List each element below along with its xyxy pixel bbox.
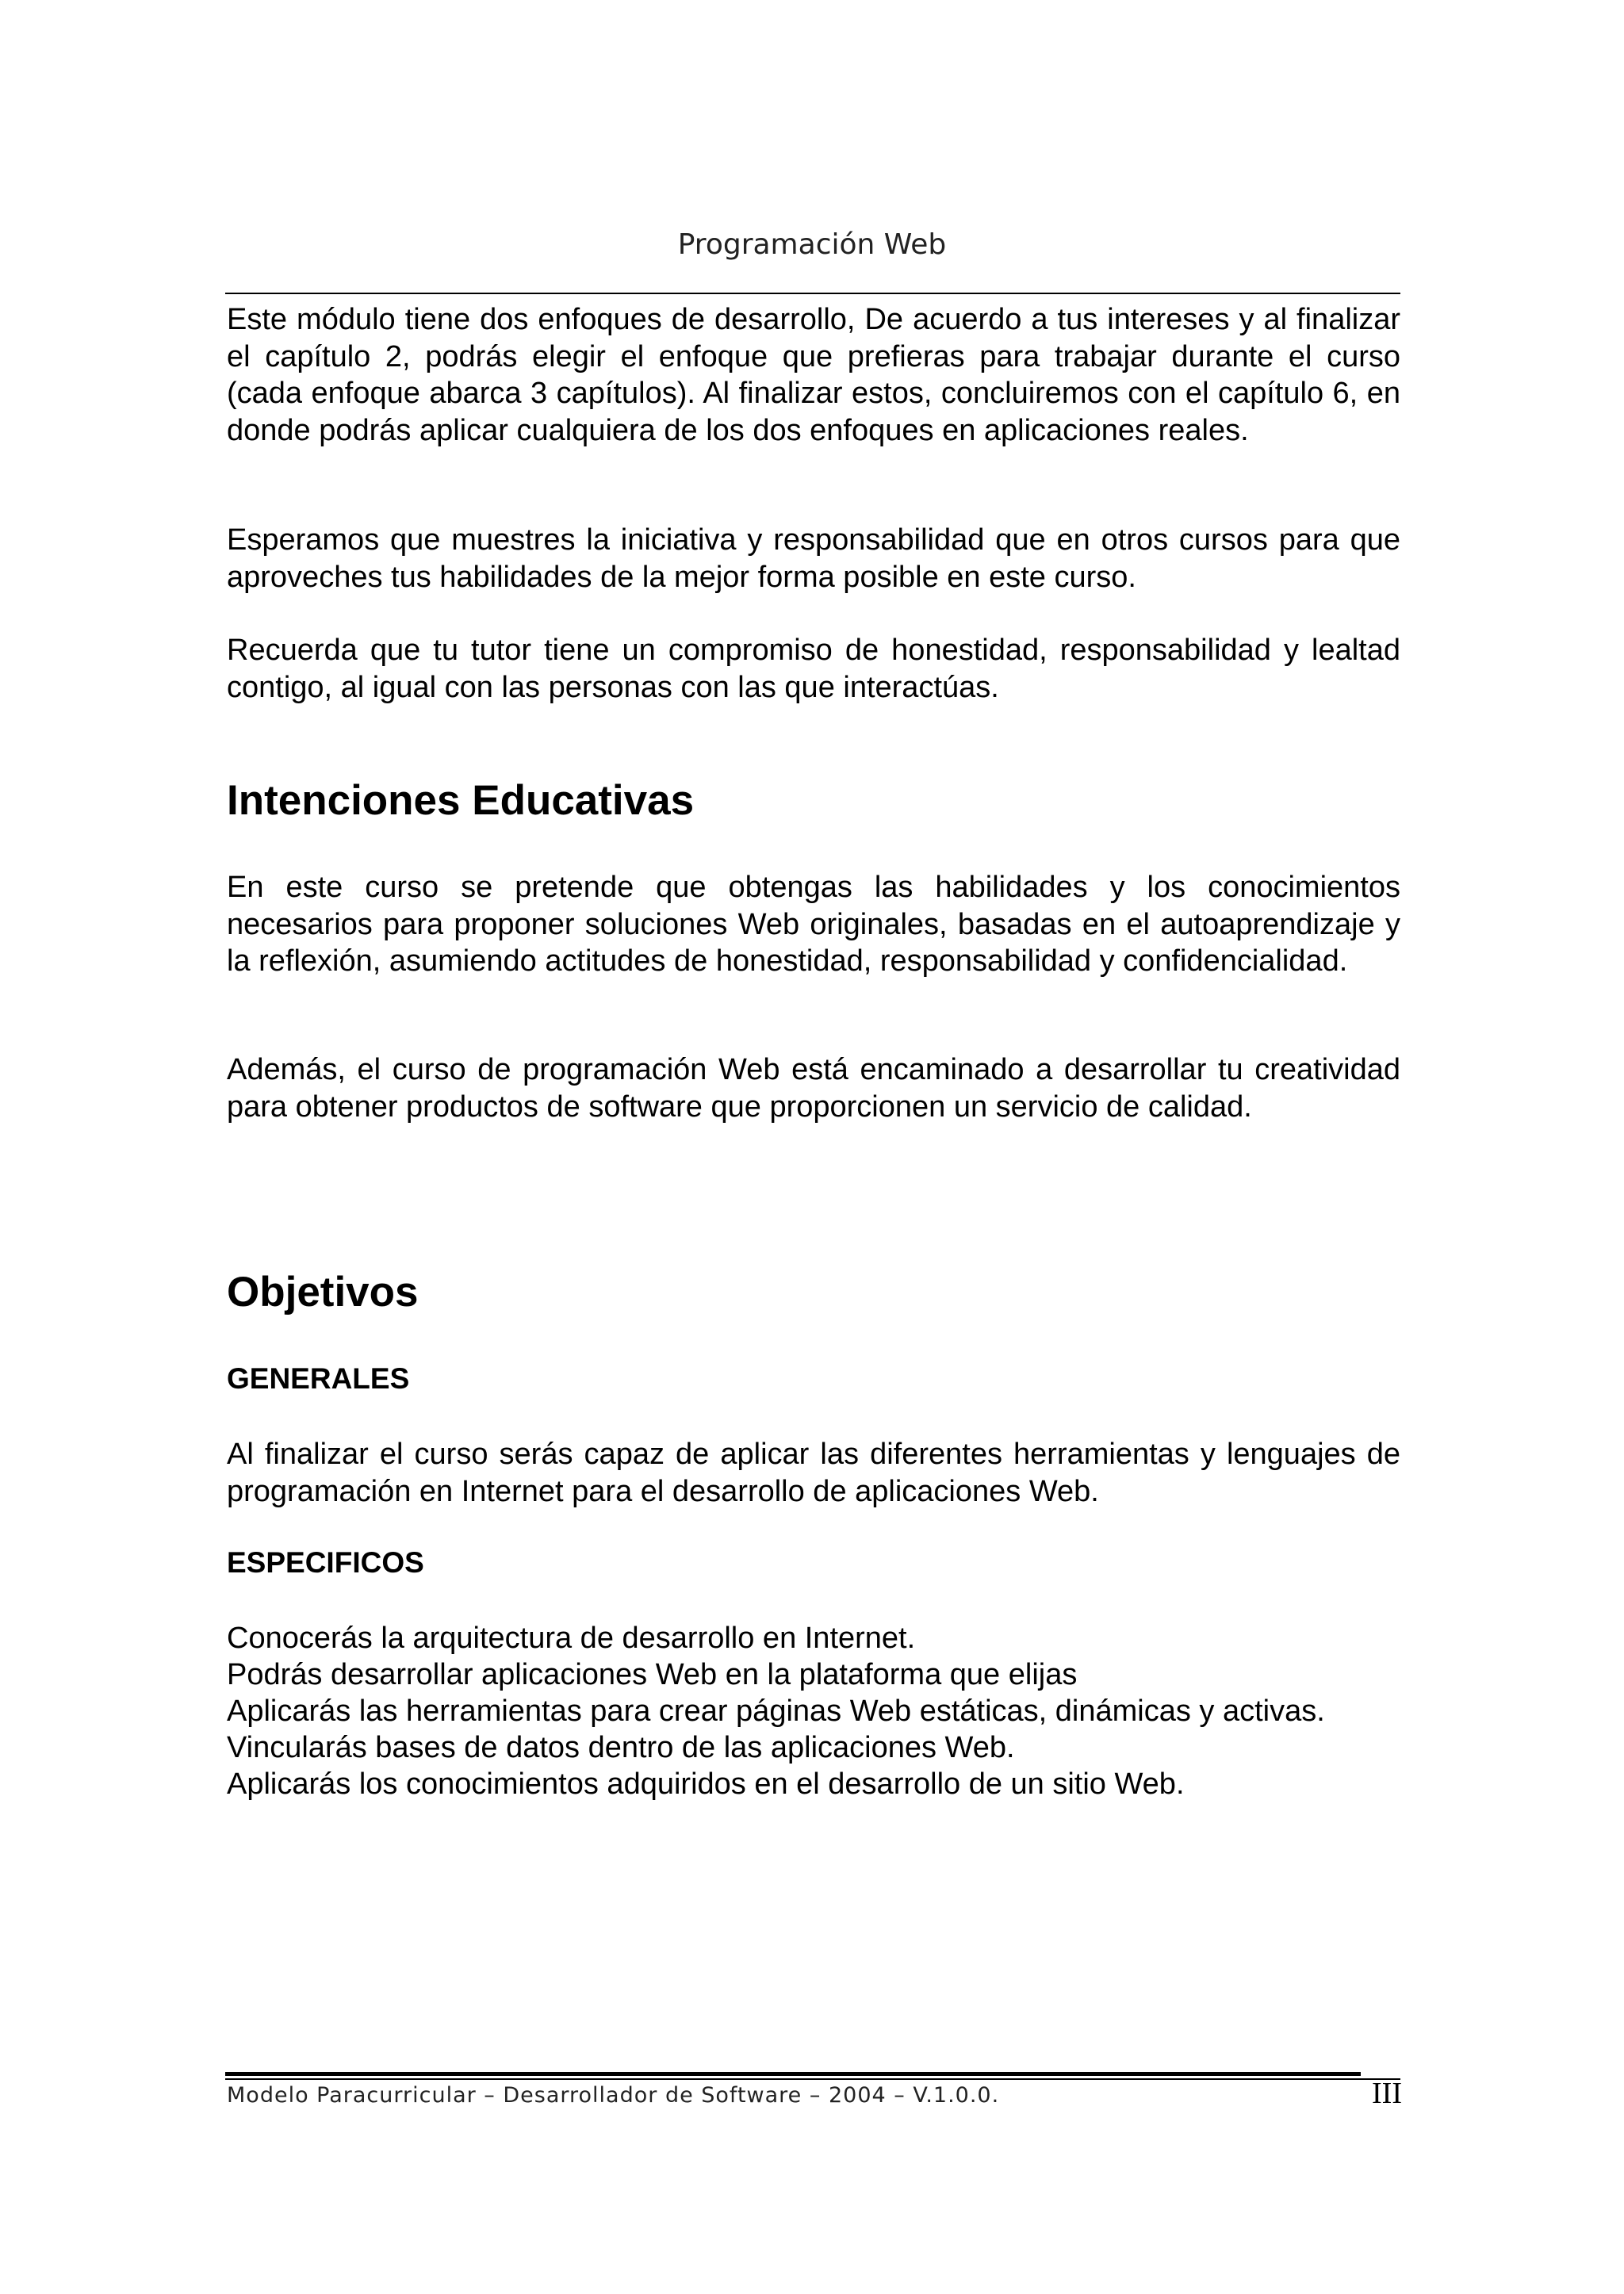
- intro-paragraph-1: Este módulo tiene dos enfoques de desarrollo, De acuerdo a tus intereses y al finalizar el capítulo 2, podrás elegir el enfoque que prefieras para trabajar durante el curso (cada enfoque abarca 3 capítulos). Al finalizar estos, concluiremos con el capítulo 6, en donde podrás aplicar cualquiera de los dos enfoques en aplicaciones reales.: [227, 303, 1400, 447]
- intenciones-paragraph-2: Además, el curso de programación Web está encaminado a desarrollar tu creatividad para obtener productos de software que proporcionen un servicio de calidad.: [227, 1053, 1400, 1124]
- page-number: III: [1372, 2077, 1402, 2110]
- intenciones-paragraph-1: En este curso se pretende que obtengas las habilidades y los conocimientos necesarios para proponer soluciones Web originales, basadas en el autoaprendizaje y la reflexión, asumiendo actitudes de honestidad, responsabilidad y confidencialidad.: [227, 871, 1400, 978]
- running-header: Programación Web: [677, 228, 947, 261]
- section-title-intenciones: Intenciones Educativas: [227, 777, 695, 824]
- footer-text: Modelo Paracurricular – Desarrollador de Software – 2004 – V.1.0.0.: [227, 2083, 1000, 2108]
- subsection-title-especificos: ESPECIFICOS: [227, 1546, 424, 1579]
- especificos-item: Podrás desarrollar aplicaciones Web en la plataforma que elijas: [227, 1658, 1078, 1691]
- intro-paragraph-3: Recuerda que tu tutor tiene un compromiso de honestidad, responsabilidad y lealtad contigo, al igual con las personas con las que interactúas.: [227, 634, 1400, 704]
- intro-paragraph-2: Esperamos que muestres la iniciativa y responsabilidad que en otros cursos para que aproveches tus habilidades de la mejor forma posible en este curso.: [227, 523, 1400, 594]
- footer-rule-thin: [225, 2078, 1400, 2080]
- especificos-item: Conocerás la arquitectura de desarrollo en Internet.: [227, 1622, 916, 1655]
- generales-paragraph: Al finalizar el curso serás capaz de aplicar las diferentes herramientas y lenguajes de programación en Internet para el desarrollo de aplicaciones Web.: [227, 1438, 1400, 1508]
- section-title-objetivos: Objetivos: [227, 1269, 419, 1316]
- especificos-item: Vincularás bases de datos dentro de las aplicaciones Web.: [227, 1731, 1015, 1764]
- footer-rule: [225, 2072, 1361, 2076]
- especificos-item: Aplicarás los conocimientos adquiridos en el desarrollo de un sitio Web.: [227, 1767, 1185, 1801]
- subsection-title-generales: GENERALES: [227, 1362, 410, 1395]
- especificos-item: Aplicarás las herramientas para crear páginas Web estáticas, dinámicas y activas.: [227, 1695, 1325, 1728]
- header-rule: [225, 293, 1400, 294]
- especificos-list: [227, 1620, 1400, 1802]
